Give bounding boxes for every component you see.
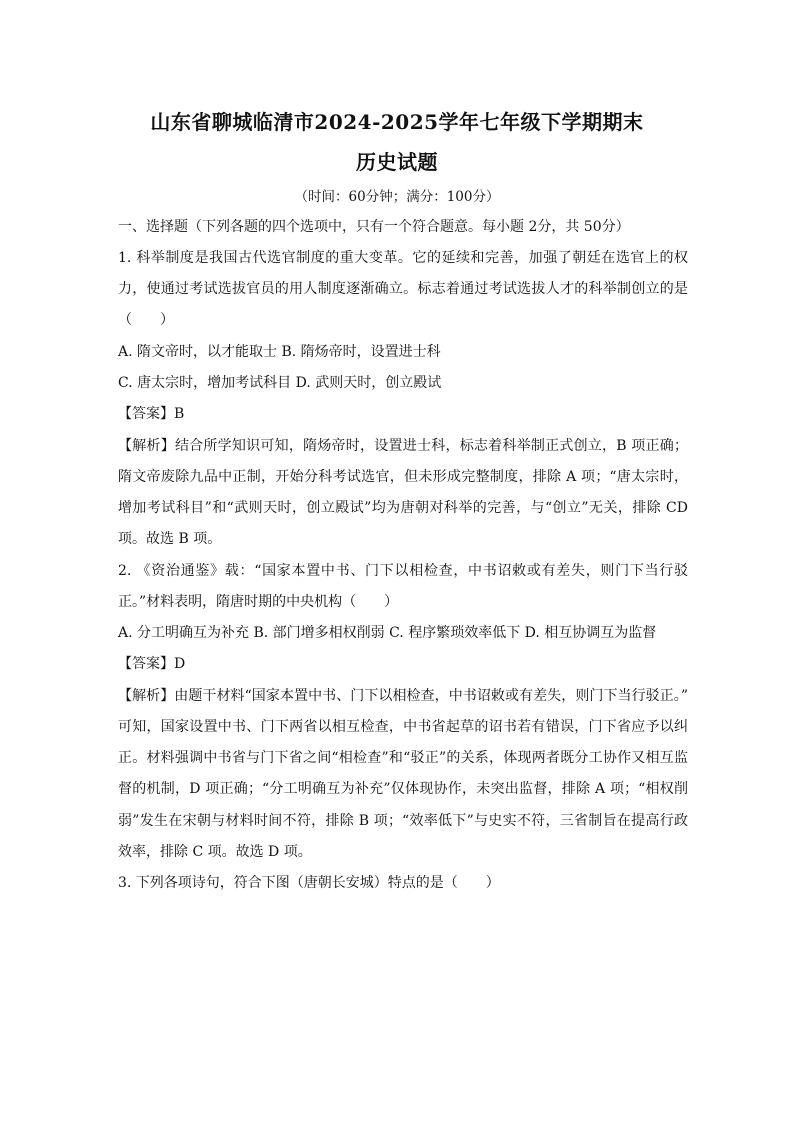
q2-options: A. 分工明确互为补充 B. 部门增多相权削弱 C. 程序繁琐效率低下 D. 相互协调互为监督 [118,625,657,641]
q1-stem-line1: 1. 科举制度是我国古代选官制度的重大变革。它的延续和完善，加强了朝廷在选官上的权 [118,250,688,266]
q2-explanation-line5: 弱”发生在宋朝与材料时间不符，排除 B 项；“效率低下”与史实不符，三省制旨在提高行政 [118,813,688,829]
q1-explanation-line4: 项。故选 B 项。 [118,531,222,547]
q1-answer: 【答案】B [118,406,185,422]
q3-stem-line1: 3. 下列各项诗句，符合下图（唐朝长安城）特点的是（ ） [118,875,500,891]
q2-stem-line1: 2. 《资治通鉴》载：“国家本置中书、门下以相检查，中书诏敕或有差失，则门下当行驳 [118,563,688,579]
exam-time-info: （时间：60分钟；满分：100分） [294,189,500,205]
q1-explanation-line2: 隋文帝废除九品中正制，开始分科考试选官，但未形成完整制度，排除 A 项；“唐太宗时， [118,469,688,485]
q1-stem-line2: 力，使通过考试选拔官员的用人制度逐渐确立。标志着通过考试选拔人才的科举制创立的是 [118,281,688,297]
q2-explanation-line2: 可知，国家设置中书、门下两省以相互检查，中书省起草的诏书若有错误，门下省应予以纠 [118,719,688,735]
q1-stem-line3: （ ） [118,312,174,328]
q1-explanation-line1: 【解析】结合所学知识可知，隋炀帝时，设置进士科，标志着科举制正式创立，B 项正确； [118,438,688,454]
exam-subject-title: 历史试题 [356,150,438,174]
q1-options-ab: A. 隋文帝时，以才能取士 B. 隋炀帝时，设置进士科 [118,344,441,360]
q2-answer: 【答案】D [118,656,186,672]
q2-explanation-line1: 【解析】由题干材料“国家本置中书、门下以相检查，中书诏敕或有差失，则门下当行驳正。” [118,688,688,704]
q1-options-cd: C. 唐太宗时，增加考试科目 D. 武则天时，创立殿试 [118,375,442,391]
q2-explanation-line4: 督的机制，D 项正确；“分工明确互为补充”仅体现协作，未突出监督，排除 A 项；“相权削 [118,781,688,797]
exam-title: 山东省聊城临清市2024-2025学年七年级下学期期末 [150,110,644,134]
q2-explanation-line3: 正。材料强调中书省与门下省之间“相检查”和“驳正”的关系，体现两者既分工协作又相互监 [118,750,688,766]
q1-explanation-line3: 增加考试科目”和“武则天时，创立殿试”均为唐朝对科举的完善，与“创立”无关，排除 CD [118,500,688,516]
q2-stem-line2: 正。”材料表明，隋唐时期的中央机构（ ） [118,594,399,610]
section-heading: 一、选择题（下列各题的四个选项中，只有一个符合题意。每小题 2分，共 50分） [118,219,630,235]
q2-explanation-line6: 效率，排除 C 项。故选 D 项。 [118,844,312,860]
